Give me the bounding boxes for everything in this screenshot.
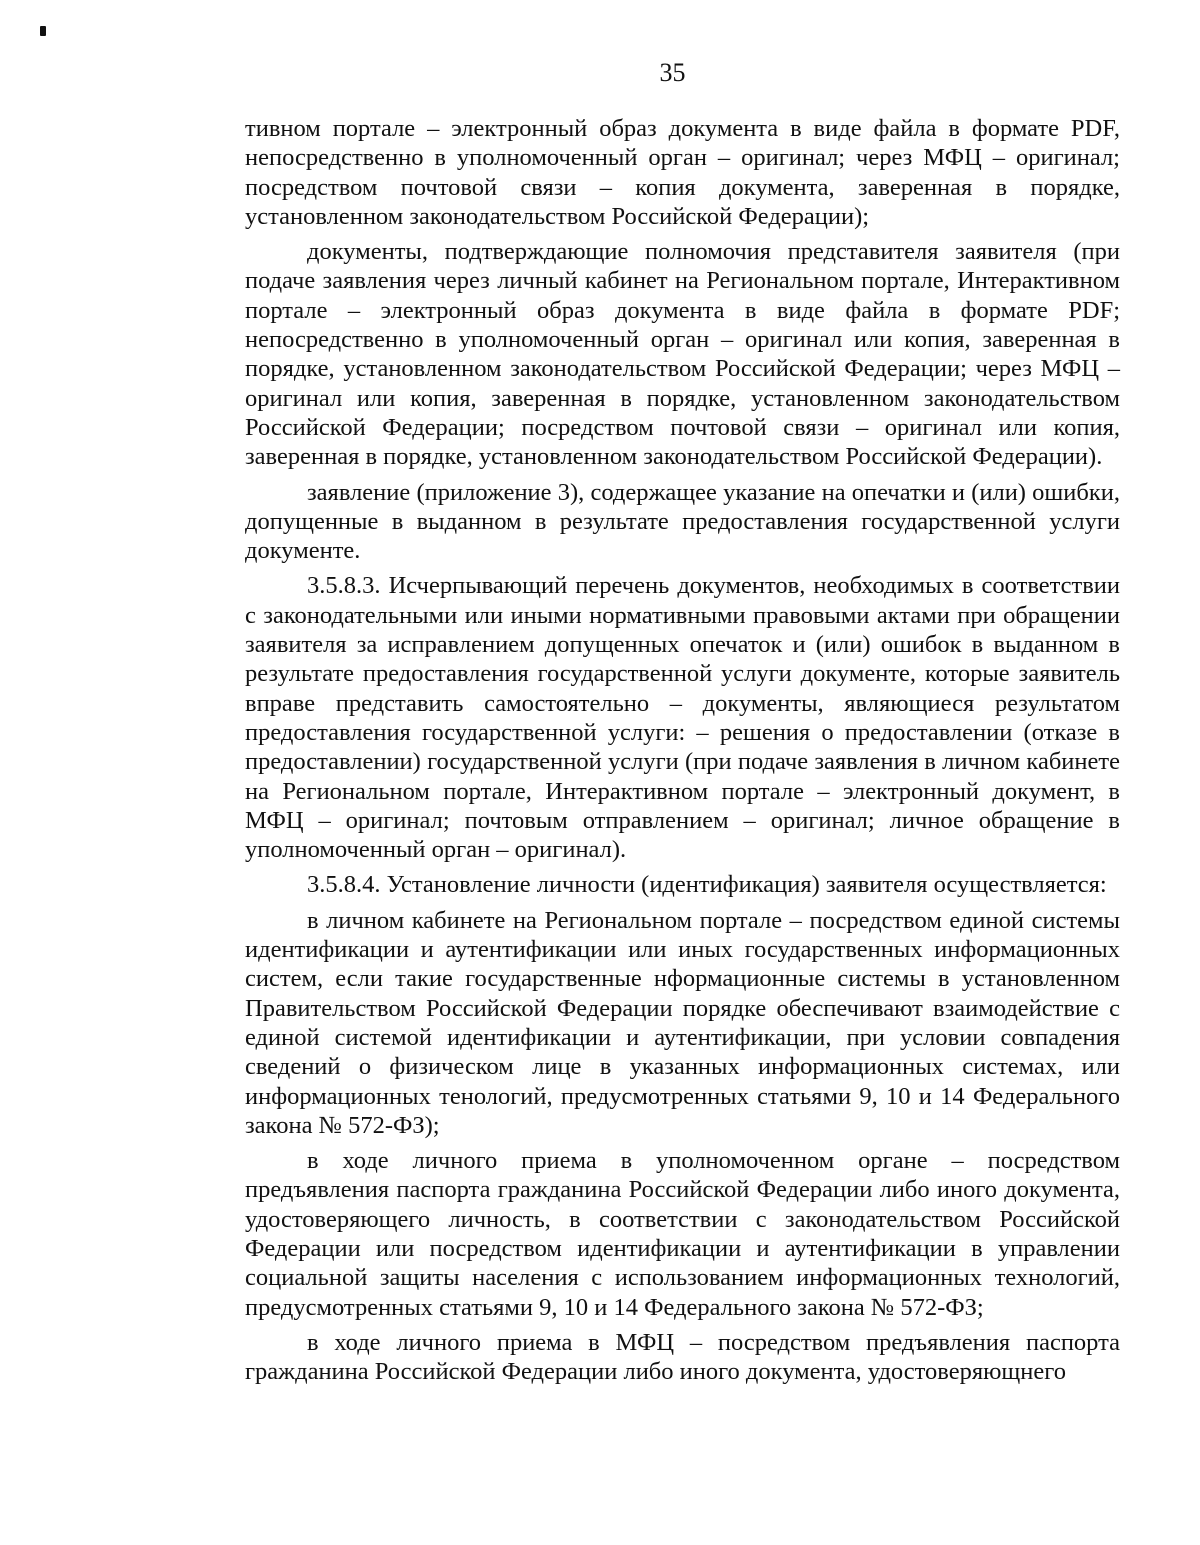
paragraph-authorized-body: в ходе личного приема в уполномоченном органе – посредством предъявления паспорта гражданина Российской Федерации либо иного документа, удостоверяющего личность, в соответствии с законодательством Российской Федерации или посредством идентификации и аутентификации в управлении социальной защиты населения с использованием информационных технологий, предусмотренных статьями 9, 10 и 14 Федерального закона № 572-ФЗ; (245, 1147, 1120, 1321)
paragraph-representative-documents: документы, подтверждающие полномочия представителя заявителя (при подаче заявления через личный кабинет на Региональном портале, Интерактивном портале – электронный образ документа в виде файла в формате PDF; непосредственно в уполномоченный орган – оригинал или копия, заверенная в порядке, установленном законодательством Российской Федерации; через МФЦ – оригинал или копия, заверенная в порядке, установленном законодательством Российской Федерации; посредством почтовой связи – оригинал или копия, заверенная в порядке, установленном законодательством Российской Федерации). (245, 238, 1120, 471)
paragraph-mfc: в ходе личного приема в МФЦ – посредством предъявления паспорта гражданина Российской Федерации либо иного документа, удостоверяющнего (245, 1328, 1120, 1386)
paragraph-3-5-8-4: 3.5.8.4. Установление личности (идентификация) заявителя осуществляется: (307, 871, 1107, 899)
paragraph-application: заявление (приложение 3), содержащее указание на опечатки и (или) ошибки, допущенные в выданном в результате предоставления государственной услуги документе. (245, 478, 1120, 565)
page-number: 35 (659, 58, 686, 87)
paragraph-continuation: тивном портале – электронный образ документа в виде файла в формате PDF, непосредственно в уполномоченный орган – оригинал; через МФЦ – оригинал; посредством почтовой связи – копия документа, заверенная в порядке, установленном законодательством Российской Федерации); (245, 115, 1120, 230)
paragraph-regional-portal: в личном кабинете на Региональном портале – посредством единой системы идентификации и аутентификации или иных государственных информационных систем, если такие государственные нформационные системы в установленном Правительством Российской Федерации порядке обеспечивают взаимодействие с единой системой идентификации и аутентификации, при условии совпадения сведений о физическом лице в указанных информационных системах, или информационных тенологий, предусмотренных статьями 9, 10 и 14 Федерального закона № 572-ФЗ); (245, 906, 1120, 1139)
paragraph-3-5-8-3: 3.5.8.3. Исчерпывающий перечень документов, необходимых в соответствии с законодательными или иными нормативными правовыми актами при обращении заявителя за исправлением допущенных опечаток и (или) ошибок в выданном в результате предоставления государственной услуги документе, которые заявитель вправе представить самостоятельно – документы, являющиеся результатом предоставления государственной услуги: – решения о предоставлении (отказе в предоставлении) государственной услуги (при подаче заявления в личном кабинете на Региональном портале, Интерактивном портале – электронный документ, в МФЦ – оригинал; почтовым отправлением – оригинал; личное обращение в уполномоченный орган – оригинал). (245, 572, 1120, 864)
scan-artifact-mark (40, 26, 46, 36)
document-body (245, 114, 1120, 1392)
